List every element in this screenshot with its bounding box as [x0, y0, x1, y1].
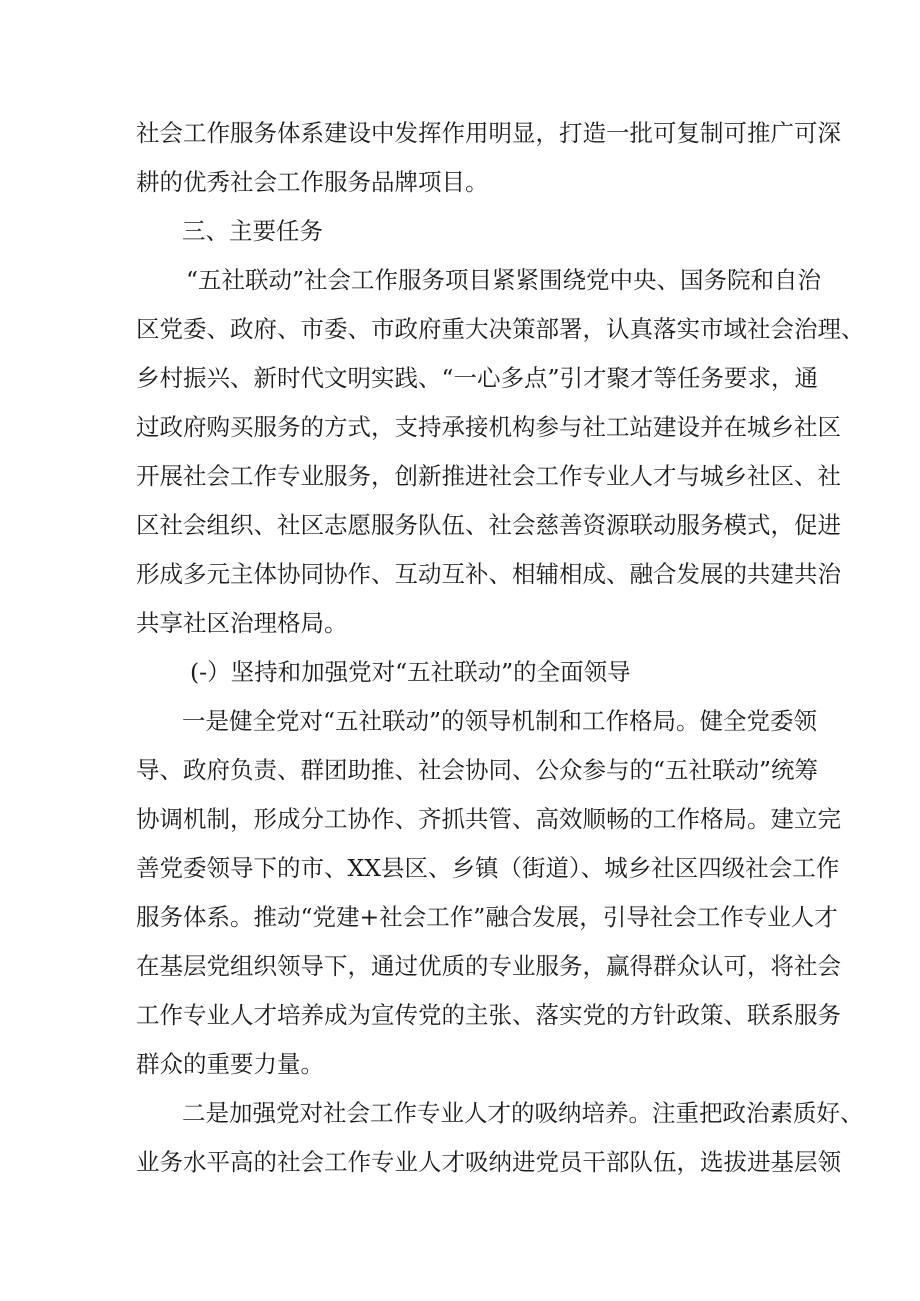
text-line: 业务水平高的社会工作专业人才吸纳进党员干部队伍，选拔进基层领 [136, 1148, 841, 1176]
text-line: 服务体系。推动“党建+社会工作”融合发展，引导社会工作专业人才 [136, 903, 838, 931]
text-line: 一是健全党对“五社联动”的领导机制和工作格局。健全党委领 [182, 707, 818, 735]
text-line: 耕的优秀社会工作服务品牌项目。 [136, 168, 489, 196]
text-line: 在基层党组织领导下，通过优质的专业服务，赢得群众认可，将社会 [136, 952, 841, 980]
subsection-heading: (-）坚持和加强党对“五社联动”的全面领导 [190, 658, 631, 686]
text-line: “五社联动”社会工作服务项目紧紧围绕党中央、国务院和自治 [186, 266, 822, 294]
text-line: 区党委、政府、市委、市政府重大决策部署，认真落实市域社会治理、 [136, 315, 865, 343]
text-line: 群众的重要力量。 [136, 1050, 324, 1078]
text-line: 二是加强党对社会工作专业人才的吸纳培养。注重把政治素质好、 [182, 1099, 864, 1127]
text-line: 开展社会工作专业服务，创新推进社会工作专业人才与城乡社区、社 [136, 462, 841, 490]
text-line: 善党委领导下的市、XX县区、乡镇（街道）、城乡社区四级社会工作 [136, 854, 840, 882]
text-line: 共享社区治理格局。 [136, 609, 348, 637]
text-line: 形成多元主体协同协作、互动互补、相辅相成、融合发展的共建共治 [136, 560, 841, 588]
text-line: 乡村振兴、新时代文明实践、“一心多点”引才聚才等任务要求，通 [136, 364, 819, 392]
text-line: 导、政府负责、群团助推、社会协同、公众参与的“五社联动”统筹 [136, 756, 819, 784]
text-line: 协调机制，形成分工协作、齐抓共管、高效顺畅的工作格局。建立完 [136, 805, 841, 833]
text-line: 工作专业人才培养成为宣传党的主张、落实党的方针政策、联系服务 [136, 1001, 841, 1029]
text-line: 区社会组织、社区志愿服务队伍、社会慈善资源联动服务模式，促进 [136, 511, 841, 539]
section-heading: 三、主要任务 [182, 217, 323, 245]
text-line: 过政府购买服务的方式，支持承接机构参与社工站建设并在城乡社区 [136, 413, 841, 441]
text-line: 社会工作服务体系建设中发挥作用明显，打造一批可复制可推广可深 [136, 119, 841, 147]
